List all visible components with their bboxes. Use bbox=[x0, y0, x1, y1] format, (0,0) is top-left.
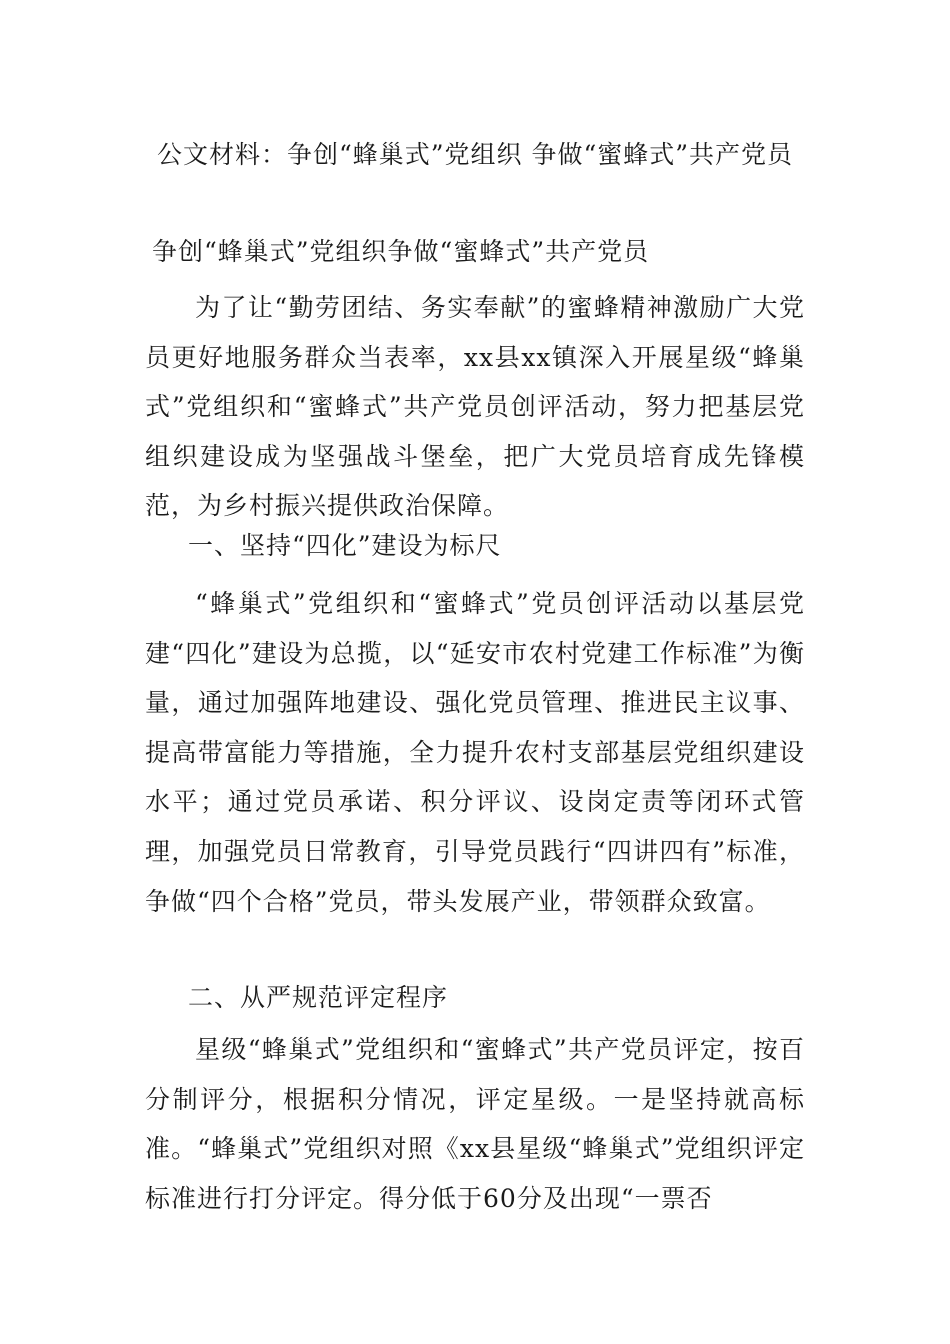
section-heading-1: 一、坚持“四化”建设为标尺 bbox=[188, 531, 502, 560]
section-heading-2: 二、从严规范评定程序 bbox=[188, 983, 449, 1012]
paragraph-section-1: “蜂巢式”党组织和“蜜蜂式”党员创评活动以基层党建“四化”建设为总揽，以“延安市农村党建工作标准”为衡量，通过加强阵地建设、强化党员管理、推进民主议事、提高带富能力等措施，全力提升农村支部基层党组织建设水平；通过党员承诺、积分评议、设岗定责等闭环式管理，加强党员日常教育，引导党员践行“四讲四有”标准，争做“四个合格”党员，带头发展产业，带领群众致富。 bbox=[145, 589, 805, 916]
paragraph-intro: 为了让“勤劳团结、务实奉献”的蜜蜂精神激励广大党员更好地服务群众当表率，xx县xx镇深入开展星级“蜂巢式”党组织和“蜜蜂式”共产党员创评活动，努力把基层党组织建设成为坚强战斗堡垒，把广大党员培育成先锋模范，为乡村振兴提供政治保障。 bbox=[145, 293, 805, 521]
paragraph-section-2: 星级“蜂巢式”党组织和“蜜蜂式”共产党员评定，按百分制评分，根据积分情况，评定星级。一是坚持就高标准。“蜂巢式”党组织对照《xx县星级“蜂巢式”党组织评定标准进行打分评定。得分低于60分及出现“一票否 bbox=[145, 1035, 805, 1213]
document-title: 公文材料：争创“蜂巢式”党组织 争做“蜜蜂式”共产党员 bbox=[156, 140, 794, 169]
document-subtitle: 争创“蜂巢式”党组织争做“蜜蜂式”共产党员 bbox=[152, 237, 650, 266]
